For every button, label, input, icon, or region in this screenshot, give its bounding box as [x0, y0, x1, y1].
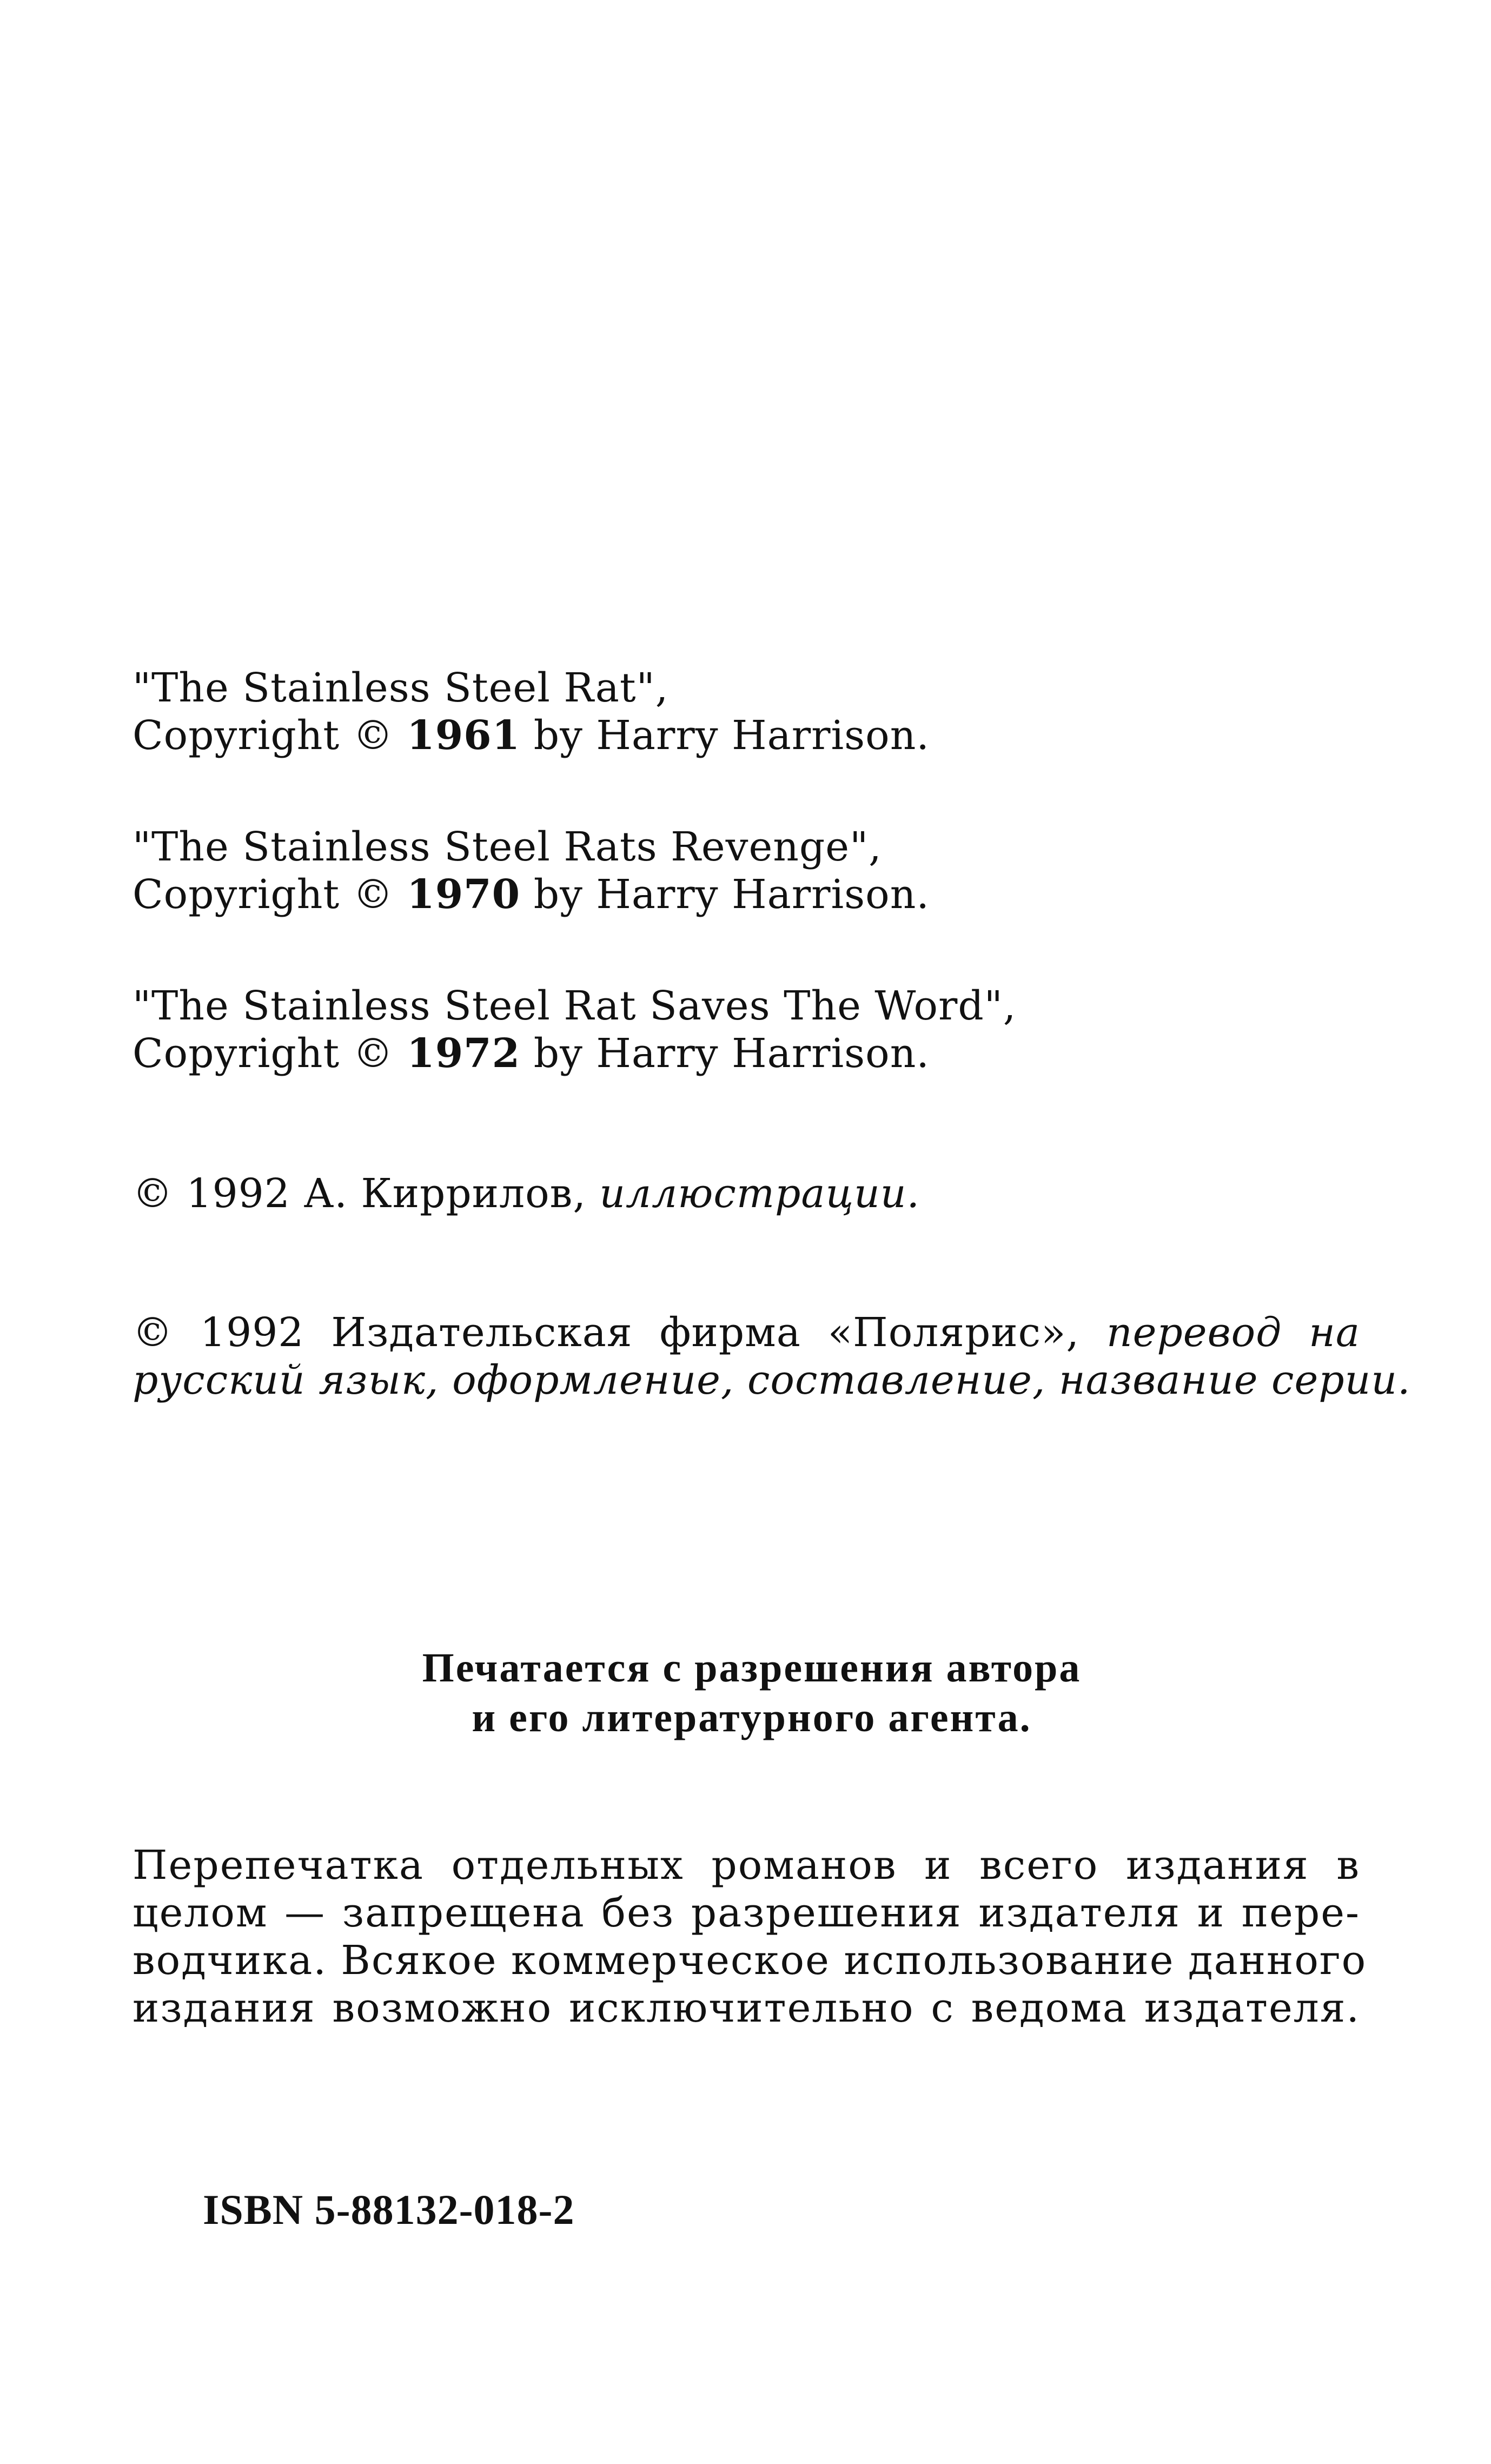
copyright-year: 1961 [407, 712, 521, 759]
copyright-year: 1970 [407, 871, 521, 918]
book-title-line: "The Stainless Steel Rat", [132, 665, 669, 711]
permission-notice [132, 1643, 1371, 1743]
illustrations-role: иллюстрации. [599, 1170, 920, 1217]
illustrations-credit [132, 1170, 1360, 1217]
copyright-entry-1 [132, 664, 1360, 759]
reprint-line-1: Перепечатка отдельных романов и всего издания в [132, 1842, 1360, 1889]
isbn: ISBN 5-88132-018-2 [203, 2186, 575, 2233]
reprint-line-2: целом — запрещена без разрешения издателя и пере- [132, 1890, 1360, 1936]
copyright-year: 1972 [407, 1030, 521, 1077]
book-title-line: "The Stainless Steel Rats Revenge", [132, 824, 882, 870]
reprint-line-4: издания возможно исключительно с ведома издателя. [132, 1985, 1360, 2031]
book-title-line: "The Stainless Steel Rat Saves The Word", [132, 983, 1017, 1029]
copyright-line: Copyright © 1972 by Harry Harrison. [132, 1030, 930, 1077]
publisher-role-part2: русский язык, оформление, составление, название серии. [132, 1357, 1411, 1403]
copyright-line: Copyright © 1970 by Harry Harrison. [132, 871, 930, 918]
reprint-line-3: водчика. Всякое коммерческое использование данного [132, 1937, 1367, 1984]
illustrator-credit: © 1992 А. Киррилов, [132, 1170, 600, 1217]
permission-line-2: и его литературного агента. [472, 1695, 1032, 1740]
reprint-notice [132, 1842, 1367, 2032]
publisher-name: © 1992 Издательская фирма «Полярис», [132, 1309, 1106, 1356]
copyright-line: Copyright © 1961 by Harry Harrison. [132, 712, 930, 759]
copyright-entry-3 [132, 982, 1360, 1077]
copyright-entry-2 [132, 823, 1360, 918]
publisher-role-part1: перевод на [1106, 1309, 1361, 1356]
publisher-credit [132, 1309, 1411, 1404]
permission-line-1: Печатается с разрешения автора [422, 1645, 1082, 1691]
